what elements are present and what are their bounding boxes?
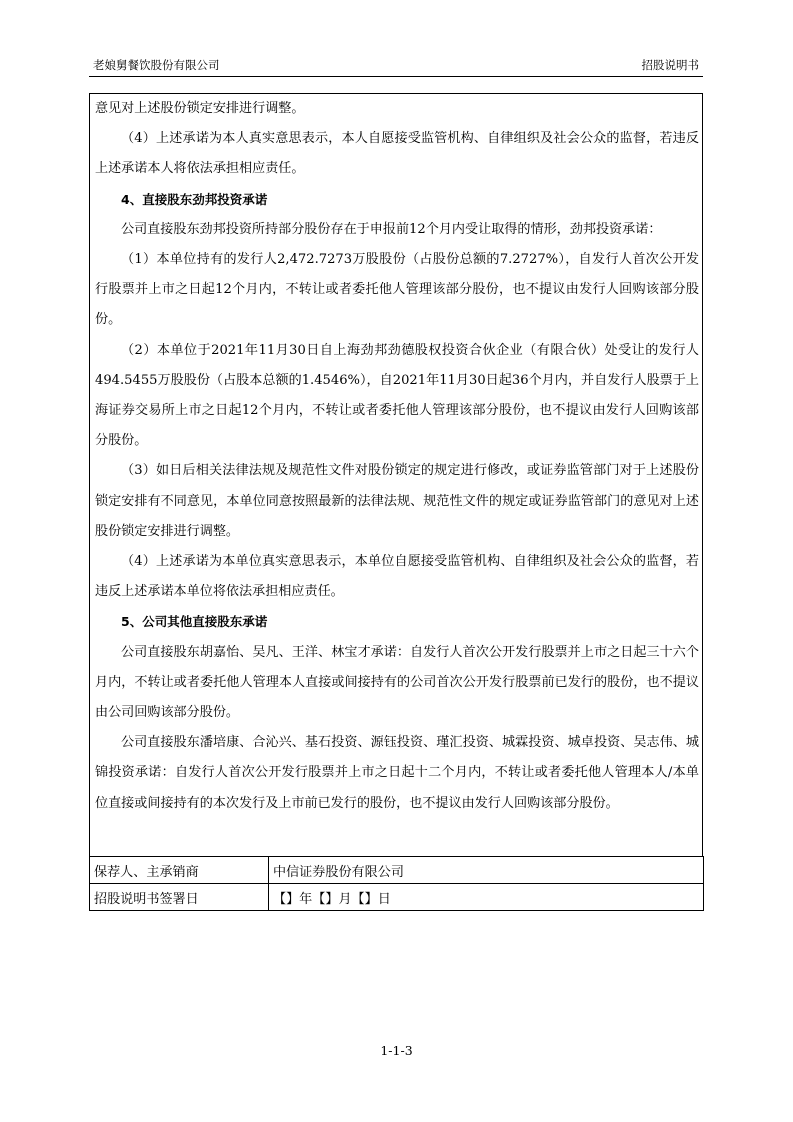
paragraph: （4）上述承诺为本单位真实意思表示，本单位自愿接受监管机构、自律组织及社会公众的监督，若违反上述承诺本单位将依法承担相应责任。: [95, 554, 699, 600]
paragraph: 公司直接股东潘培康、合沁兴、基石投资、源钰投资、瑾汇投资、城霖投资、城卓投资、吴志伟、城锦投资承诺：自发行人首次公开发行股票并上市之日起十二个月内，不转让或者委托他人管理本人/本单位直接或间接持有的本次发行及上市前已发行的股份，也不提议由发行人回购该部分股份。: [95, 735, 699, 811]
info-table: [89, 856, 704, 911]
paragraph: （3）如日后相关法律法规及规范性文件对股份锁定的规定进行修改，或证券监管部门对于上述股份锁定安排有不同意见，本单位同意按照最新的法律法规、规范性文件的规定或证券监管部门的意见对上述股份锁定安排进行调整。: [95, 463, 699, 539]
date-label: 招股说明书签署日: [90, 884, 269, 911]
section-heading: 4、直接股东劲邦投资承诺: [121, 191, 268, 207]
sponsor-value: 中信证券股份有限公司: [269, 857, 704, 884]
section-heading: 5、公司其他直接股东承诺: [121, 614, 268, 630]
document-type: 招股说明书: [641, 58, 699, 72]
table-row: [90, 857, 704, 884]
page-number: 1-1-3: [380, 1043, 413, 1058]
paragraph: 公司直接股东劲邦投资所持部分股份存在于申报前12个月内受让取得的情形，劲邦投资承诺：: [121, 221, 662, 237]
paragraph: （1）本单位持有的发行人2,472.7273万股股份（占股份总额的7.2727%），自发行人首次公开发行股票并上市之日起12个月内，不转让或者委托他人管理该部分股份，也不提议由发行人回购该部分股份。: [95, 252, 699, 328]
page-header: [89, 54, 703, 77]
sponsor-label: 保荐人、主承销商: [90, 857, 269, 884]
paragraph: （4）上述承诺为本人真实意思表示，本人自愿接受监管机构、自律组织及社会公众的监督，若违反上述承诺本人将依法承担相应责任。: [95, 131, 699, 177]
paragraph: 公司直接股东胡嘉怡、吴凡、王洋、林宝才承诺：自发行人首次公开发行股票并上市之日起三十六个月内，不转让或者委托他人管理本人直接或间接持有的公司首次公开发行股票前已发行的股份，也不提议由公司回购该部分股份。: [95, 644, 699, 721]
table-row: [90, 884, 704, 911]
paragraph: 意见对上述股份锁定安排进行调整。: [95, 101, 305, 116]
company-name: 老娘舅餐饮股份有限公司: [93, 58, 220, 72]
date-value: 【】年【】月【】日: [269, 884, 704, 911]
document-body: [95, 94, 699, 819]
paragraph: （2）本单位于2021年11月30日自上海劲邦劲德股权投资合伙企业（有限合伙）处受让的发行人494.5455万股股份（占股本总额的1.4546%），自2021年11月30日起36个月内，并自发行人股票于上海证券交易所上市之日起12个月内，不转让或者委托他人管理该部分股份，也不提议由发行人回购该部分股份。: [95, 342, 699, 449]
